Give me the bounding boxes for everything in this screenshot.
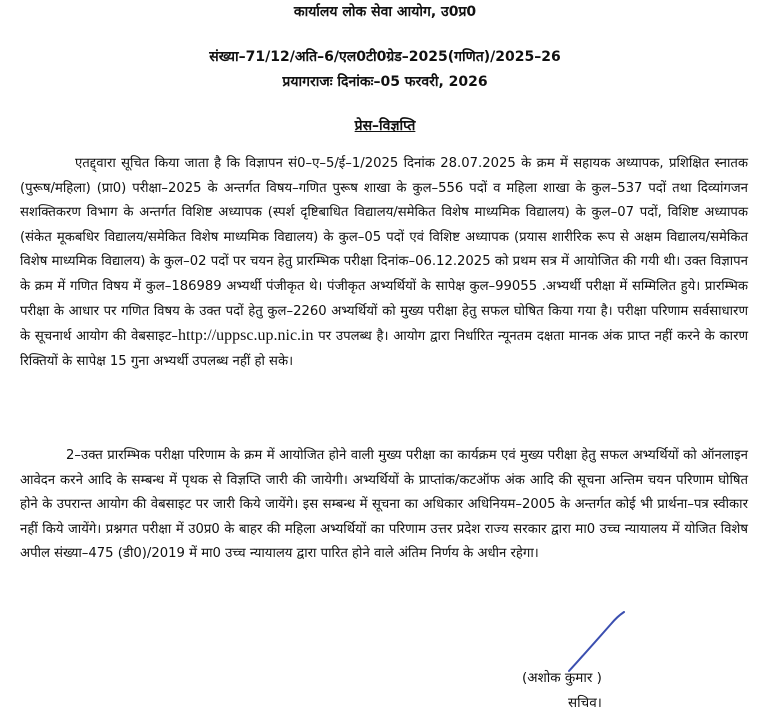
website-link[interactable]: http://uppsc.up.nic.in <box>177 327 314 345</box>
notice-title-block <box>0 117 770 135</box>
paragraph-1-text-a: एतद्द्वारा सूचित किया जाता है कि विज्ञापन सं0–ए–5/ई–1/2025 दिनांक 28.07.2025 के क्रम में सहायक अध्यापक, प्रशिक्षित स्नातक (पुरूष/महिला) (प्रा0) परीक्षा–2025 के अन्तर्गत विषय–गणित पुरूष शाखा के कुल–556 पदों व महिला शाखा के कुल–537 पदों तथा दिव्यांगजन सशक्तिकरण विभाग के अन्तर्गत विशिष्ट अध्यापक (स्पर्श दृष्टिबाधित विद्यालय/समेकित विशेष माध्यमिक विद्यालय) के कुल–07 पदों, विशिष्ट अध्यापक (संकेत मूकबधिर विद्यालय/समेकित विशेष माध्यमिक विद्यालय) के कुल–05 पदों एवं विशिष्ट अध्यापक (प्रयास शारीरिक रूप से अक्षम विद्यालय/समेकित विशेष माध्यमिक विद्यालय) के कुल–02 पदों पर चयन हेतु प्रारम्भिक परीक्षा दिनांक–06.12.2025 को प्रथम सत्र में आयोजित की गयी थी। उक्त विज्ञापन के क्रम में गणित विषय में कुल–186989 अभ्यर्थी पंजीकृत थे। पंजीकृत अभ्यर्थियों के सापेक्ष कुल–99055 .अभ्यर्थी परीक्षा में सम्मिलित हुये। प्रारम्भिक परीक्षा के आधार पर गणित विषय के उक्त पदों हेतु कुल–2260 अभ्यर्थियों को मुख्य परीक्षा हेतु सफल घोषित किया गया है। परीक्षा परिणाम सर्वसाधारण के सूचनार्थ आयोग की वेबसाइट– <box>20 156 748 345</box>
paragraph-1-text-b: पर उपलब्ध है। आयोग द्वारा निर्धारित न्यूनतम दक्षता मानक अंक प्राप्त नहीं करने के कारण रिक्तियों के सापेक्ष 15 गुना अभ्यर्थी उपलब्ध नहीं हो सके। <box>20 329 749 369</box>
signature-mark <box>566 611 626 673</box>
reference-number: संख्या–71/12/अति–6/एल0टी0ग्रेड–2025(गणित)/2025–26 <box>209 49 561 65</box>
signatory-designation: सचिव। <box>568 695 602 711</box>
paragraph-2: 2–उक्त प्रारम्भिक परीक्षा परिणाम के क्रम में आयोजित होने वाली मुख्य परीक्षा का कार्यक्रम एवं मुख्य परीक्षा हेतु सफल अभ्यर्थियों को ऑनलाइन आवेदन करने आदि के सम्बन्ध में पृथक से विज्ञप्ति जारी की जायेगी। अभ्यर्थियों के प्राप्तांक/कटऑफ अंक आदि की सूचना अन्तिम चयन परिणाम घोषित होने के उपरान्त आयोग की वेबसाइट पर जारी किये जायेंगे। इस सम्बन्ध में सूचना का अधिकार अधिनियम–2005 के अन्तर्गत कोई भी प्रार्थना–पत्र स्वीकार नहीं किये जायेंगे। प्रश्नगत परीक्षा में उ0प्र0 के बाहर की महिला अभ्यर्थियों का परिणाम उत्तर प्रदेश राज्य सरकार द्वारा मा0 उच्च न्यायालय में योजित विशेष अपील संख्या–475 (डी0)/2019 में मा0 उच्च न्यायालय द्वारा पारित होने वाले अंतिम निर्णय के अधीन रहेगा। <box>20 448 748 562</box>
paragraph-1 <box>20 152 748 374</box>
signatory-name: (अशोक कुमार ) <box>522 670 602 686</box>
office-name: कार्यालय लोक सेवा आयोग, उ0प्र0 <box>293 4 477 20</box>
place-date: प्रयागराजः दिनांकः–05 फरवरी, 2026 <box>282 74 488 90</box>
notice-title: प्रेस–विज्ञप्ति <box>354 118 416 134</box>
